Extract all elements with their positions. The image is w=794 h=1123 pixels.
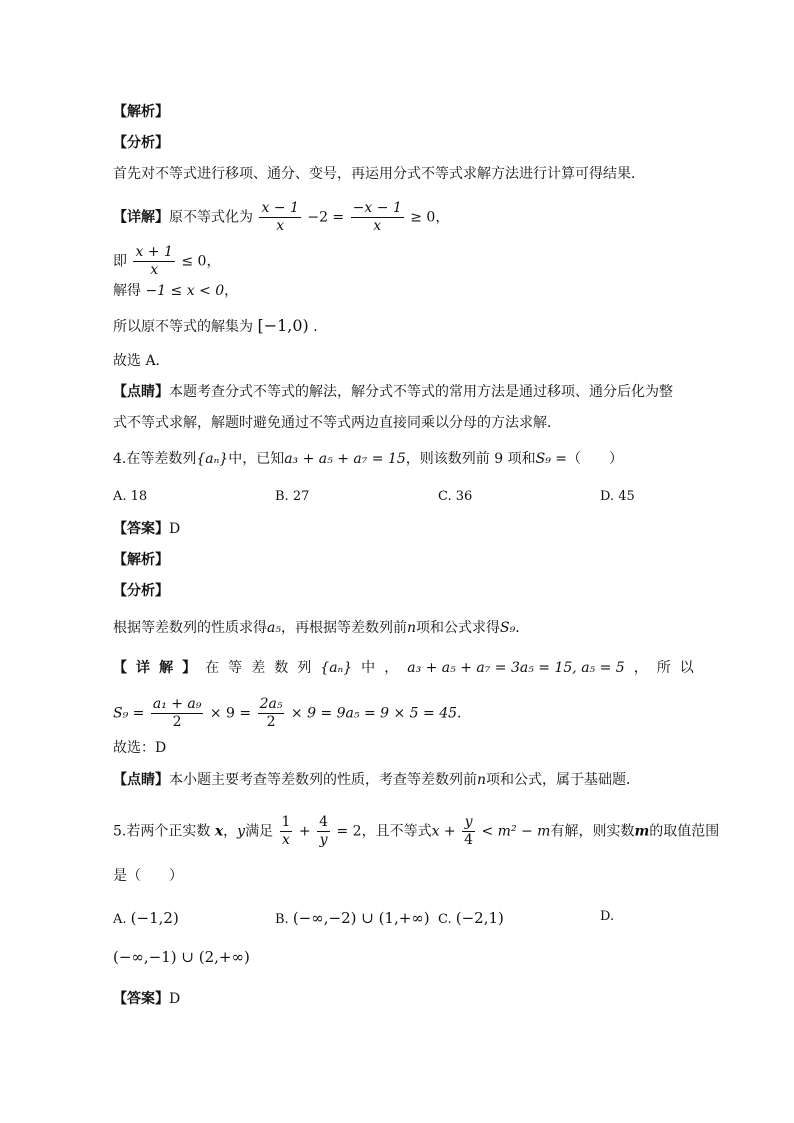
- step-ji-label: 即: [113, 253, 127, 270]
- solution-set-value: [−1,0): [257, 316, 309, 335]
- calc-end: × 9 = 9a₅ = 9 × 5 = 45: [290, 705, 458, 722]
- q4-n: n: [477, 772, 487, 788]
- comment-label: 【点睛】: [113, 772, 169, 788]
- q5-ineq-rest: < m² − m: [481, 823, 551, 840]
- q3-step-solve: [113, 281, 694, 301]
- q4-analysis: [113, 618, 694, 638]
- q5-option-d-value: [113, 948, 250, 966]
- period: ．: [457, 705, 472, 722]
- q4-stem: [113, 449, 694, 469]
- comma: ，: [435, 209, 450, 226]
- q4-stem-mid: 中，已知: [228, 451, 285, 467]
- q3-analysis-text: 首先对不等式进行移项、通分、变号，再运用分式不等式求解方法进行计算可得结果．: [113, 166, 645, 182]
- detail-char: ，: [633, 660, 648, 676]
- q5-stem-prefix: 5.若两个正实数: [113, 823, 211, 840]
- q4-a5: a₅: [267, 620, 281, 636]
- q5-option-d: D.: [600, 909, 615, 924]
- answer-label: 【答案】: [113, 521, 169, 537]
- q5-stem-mid2: ，且不等式: [361, 823, 432, 840]
- fraction-denominator: 2: [172, 714, 182, 730]
- detail-char: 所: [656, 660, 671, 676]
- comma: ，: [223, 823, 238, 840]
- q4-choice: 故选：D: [113, 740, 167, 756]
- fraction-x-minus-1-over-x: $\frac{x - 1}{x}$: [261, 200, 299, 234]
- q3-step-ji: [113, 244, 694, 279]
- q4-detail-line: [113, 658, 694, 678]
- detail-char: 等: [228, 660, 243, 676]
- q4-option-c: C. 36: [438, 489, 473, 504]
- q5-ineq-x: x +: [431, 823, 456, 840]
- option-value: (−∞,−2) ∪ (1,+∞): [292, 909, 430, 927]
- q4-analysis-prefix: 根据等差数列的性质求得: [113, 620, 267, 636]
- solution-label: 【解析】: [113, 104, 169, 120]
- fraction-numerator: y: [462, 814, 475, 832]
- step-solve-prefix: 解得: [113, 283, 141, 299]
- detail-bracket-close: 】: [182, 660, 197, 676]
- q5-stem-line2: 是（ ）: [113, 868, 183, 884]
- q4-comment: [113, 770, 694, 790]
- q4-comment-prefix: 本小题主要考查等差数列的性质，考查等差数列前: [169, 772, 477, 788]
- q4-option-d: D. 45: [600, 489, 635, 504]
- fraction-4-over-y: $\frac{4}{y}$: [319, 814, 329, 848]
- option-letter: B.: [275, 912, 289, 927]
- fraction-y-over-4: [462, 814, 475, 849]
- calc-mid: × 9 =: [209, 705, 252, 722]
- answer-label: 【答案】: [113, 991, 169, 1007]
- q4-stem-mid2: ，则该数列前 9 项和: [405, 451, 536, 467]
- q3-choice: 故选 A．: [113, 353, 170, 369]
- q5-stem-line1: [113, 814, 720, 849]
- q5-stem-end: 有解，则实数: [550, 823, 635, 840]
- q5-x: x: [214, 823, 224, 840]
- analysis-label: 【分析】: [113, 135, 169, 151]
- q4-analysis-end: 项和公式求得: [416, 620, 500, 636]
- option-value: (−1,2): [130, 909, 179, 927]
- q4-comment-end: 项和公式，属于基础题．: [486, 772, 641, 788]
- detail-char: ，: [384, 660, 399, 676]
- q4-stem-prefix: 4.在等差数列: [113, 451, 197, 467]
- detail-char: 列: [297, 660, 312, 676]
- q3-ineq-end: ≥ 0: [410, 209, 436, 226]
- q4-option-b: B. 27: [275, 489, 310, 504]
- detail-char: 数: [274, 660, 289, 676]
- q5-m: m: [634, 823, 650, 840]
- fraction-denominator: 2: [266, 714, 276, 730]
- comma: ，: [206, 253, 221, 270]
- answer-value: D: [169, 991, 181, 1007]
- q5-option-c: [438, 909, 504, 927]
- q4-sum-symbol: S₉ =: [535, 451, 567, 467]
- q4-analysis-mid: ，再根据等差数列前: [280, 620, 407, 636]
- period: ．: [515, 620, 530, 636]
- q3-ineq-minus: −2 =: [307, 209, 345, 226]
- q3-solution-set: [113, 316, 694, 337]
- q5-stem-end2: 的取值范围: [649, 823, 720, 840]
- q4-sequence: {aₙ}: [196, 451, 229, 467]
- fraction-neg-x-minus-1-over-x: $\frac{-x - 1}{x}$: [352, 200, 402, 234]
- q5-option-b: [275, 909, 430, 927]
- comment-label: 【点睛】: [113, 384, 169, 400]
- q5-y: y: [237, 823, 246, 840]
- fraction-x-plus-1-over-x: $\frac{x + 1}{x}$: [135, 244, 173, 278]
- fraction-1-over-x: $\frac{1}{x}$: [281, 814, 291, 848]
- fraction-2a5-over-2: [258, 696, 285, 731]
- q4-answer: [113, 519, 694, 539]
- detail-sequence: {aₙ}: [320, 660, 353, 676]
- detail-char: 解: [159, 660, 174, 676]
- analysis-label: 【分析】: [113, 583, 169, 599]
- step-solve-expr: −1 ≤ x < 0: [145, 283, 225, 299]
- answer-value: D: [169, 521, 181, 537]
- detail-bracket-open: 【: [113, 660, 127, 676]
- comment-text: 本题考查分式不等式的解法，解分式不等式的常用方法是通过移项、通分后化为整: [169, 384, 673, 400]
- q4-option-a: A. 18: [113, 489, 148, 504]
- q4-s9: S₉: [500, 620, 516, 636]
- detail-label: 【详解】: [113, 209, 169, 226]
- plus-sign: +: [298, 823, 311, 840]
- fraction-a1-plus-a9-over-2: [151, 696, 204, 731]
- q3-detail-prefix: 原不等式化为: [169, 209, 253, 226]
- q3-detail-line: [113, 200, 694, 235]
- detail-char: 以: [679, 660, 694, 676]
- q4-stem-end: （ ）: [567, 451, 623, 467]
- detail-char: 详: [136, 660, 151, 676]
- detail-char: 中: [361, 660, 376, 676]
- option-value: (−2,1): [455, 909, 504, 927]
- q4-condition: a₃ + a₅ + a₇ = 15: [284, 451, 406, 467]
- detail-char: 差: [251, 660, 266, 676]
- fraction-numerator: a₁ + a₉: [152, 696, 202, 712]
- q5-eq-end: = 2: [336, 823, 362, 840]
- q4-calc-line: [113, 696, 694, 731]
- q4-n: n: [406, 620, 416, 636]
- solution-set-prefix: 所以原不等式的解集为: [113, 319, 253, 335]
- q5-option-a: [113, 909, 179, 927]
- solution-label: 【解析】: [113, 552, 169, 568]
- option-letter: A.: [113, 912, 127, 927]
- option-letter: C.: [438, 912, 452, 927]
- detail-char: 在: [205, 660, 220, 676]
- detail-equation: a₃ + a₅ + a₇ = 3a₅ = 15, a₅ = 5: [407, 660, 625, 676]
- calc-s9: S₉ =: [113, 705, 145, 722]
- comma: ，: [224, 283, 239, 299]
- q3-comment-line2: 式不等式求解，解题时避免通过不等式两边直接同乘以分母的方法求解．: [113, 415, 561, 431]
- q5-stem-mid: 满足: [245, 823, 274, 840]
- option-value: (−∞,−1) ∪ (2,+∞): [113, 948, 250, 966]
- period: ．: [313, 319, 328, 335]
- fraction-denominator: 4: [464, 832, 474, 848]
- fraction-numerator: 2a₅: [259, 696, 283, 712]
- q3-comment-line1: [113, 382, 694, 402]
- q5-answer: [113, 989, 694, 1009]
- step-ji-end: ≤ 0: [181, 253, 207, 270]
